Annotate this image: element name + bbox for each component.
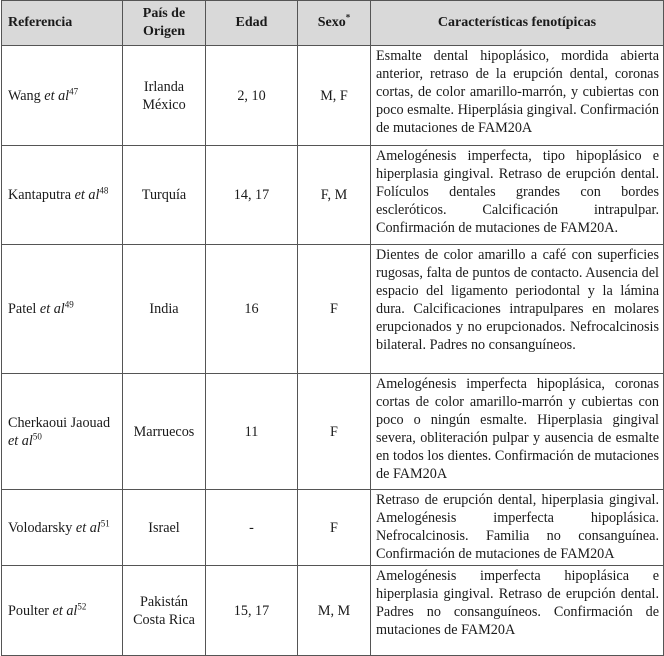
author-name: Patel <box>8 301 40 317</box>
header-age: Edad <box>206 1 298 46</box>
features-cell: Amelogénesis imperfecta, tipo hipoplásico e hiperplasia gingival. Retraso de erupción dental. Folículos dentales grandes con bordes escleróticos. Calcificación intrapulpar. Confirmación de mutaciones de FAM20A. <box>371 146 664 245</box>
table-row <box>2 146 664 245</box>
sex-cell: F <box>298 374 371 490</box>
age-cell: 11 <box>206 374 298 490</box>
et-al: et al <box>39 301 65 317</box>
header-country-line1: País de <box>142 6 186 21</box>
table-row <box>2 245 664 374</box>
et-al: et al <box>74 187 100 203</box>
reference-cell <box>2 566 123 656</box>
author-name: Cherkaoui Jaouad <box>8 414 111 431</box>
sex-cell: M, M <box>298 566 371 656</box>
et-al: et al <box>75 519 101 536</box>
sex-cell: F <box>298 245 371 374</box>
citation-number: 47 <box>69 85 79 96</box>
table-row <box>2 374 664 490</box>
country-cell <box>123 374 206 490</box>
citation-number: 50 <box>32 430 42 441</box>
features-cell: Esmalte dental hipoplásico, mordida abierta anterior, retraso de la erupción dental, coronas cortas, de color amarillo-marrón, y cubiertas con poco esmalte. Hiperplásia gingival. Confirmación de mutaciones de FAM20A <box>371 46 664 146</box>
country-line: Marruecos <box>133 423 195 440</box>
reference-cell <box>2 490 123 566</box>
header-row <box>2 1 664 46</box>
reference-cell <box>2 374 123 490</box>
country-line: Irlanda <box>143 78 185 95</box>
author-name: Wang <box>8 87 45 104</box>
country-cell <box>123 146 206 245</box>
age-cell: 15, 17 <box>206 566 298 656</box>
author-name: Kantaputra <box>8 187 75 203</box>
country-cell <box>123 490 206 566</box>
country-cell <box>123 245 206 374</box>
age-cell: 14, 17 <box>206 146 298 245</box>
table-row <box>2 46 664 146</box>
country-line: Israel <box>148 519 180 536</box>
sex-cell: F, M <box>298 146 371 245</box>
country-cell <box>123 46 206 146</box>
phenotype-table <box>1 0 664 656</box>
country-line: México <box>142 96 186 113</box>
et-al: et al <box>44 87 70 104</box>
reference-cell <box>2 146 123 245</box>
age-cell: 2, 10 <box>206 46 298 146</box>
citation-number: 52 <box>77 600 87 611</box>
author-name: Volodarsky <box>8 519 76 536</box>
country-line: Pakistán <box>139 593 189 610</box>
country-line: India <box>149 301 179 317</box>
header-features: Características fenotípicas <box>371 1 664 46</box>
et-al: et al <box>52 602 78 619</box>
reference-cell <box>2 245 123 374</box>
features-cell: Amelogénesis imperfecta hipoplásica e hiperplasia gingival. Retraso de erupción dental. Padres no consanguíneos. Confirmación de mutaciones de FAM20A <box>371 566 664 656</box>
header-country <box>123 1 206 46</box>
sex-cell: M, F <box>298 46 371 146</box>
header-sex <box>298 1 371 46</box>
table-row <box>2 566 664 656</box>
age-cell: 16 <box>206 245 298 374</box>
citation-number: 51 <box>100 517 110 528</box>
country-line: Turquía <box>141 187 187 203</box>
author-name: Poulter <box>8 602 53 619</box>
sex-cell: F <box>298 490 371 566</box>
et-al: et al <box>8 432 33 449</box>
country-cell <box>123 566 206 656</box>
country-line: Costa Rica <box>133 611 195 628</box>
header-sex-footnote-mark: * <box>345 12 351 23</box>
features-cell: Retraso de erupción dental, hiperplasia gingival. Amelogénesis imperfecta hipoplásica. Nefrocalcinosis. Familia no consanguínea. Confirmación de mutaciones de FAM20A <box>371 490 664 566</box>
citation-number: 48 <box>99 185 109 196</box>
features-cell: Dientes de color amarillo a café con superficies rugosas, falta de puntos de contacto. Ausencia del espacio del ligamento periodontal y la lámina dura. Calcificaciones intrapulpares en molares erupcionados y no erupcionados. Nefrocalcinosis bilateral. Padres no consanguíneos. <box>371 245 664 374</box>
header-country-line2: Origen <box>143 24 185 39</box>
age-cell: - <box>206 490 298 566</box>
citation-number: 49 <box>64 299 74 310</box>
reference-cell <box>2 46 123 146</box>
header-sex-label: Sexo <box>317 15 346 30</box>
table-row <box>2 490 664 566</box>
features-cell: Amelogénesis imperfecta hipoplásica, coronas cortas de color amarillo-marrón y cubiertas con poco o ningún esmalte. Hiperplasia gingival severa, obliteración pulpar y ausencia de esmalte en todos los dientes. Confirmación de mutaciones de FAM20A <box>371 374 664 490</box>
header-reference: Referencia <box>2 1 123 46</box>
